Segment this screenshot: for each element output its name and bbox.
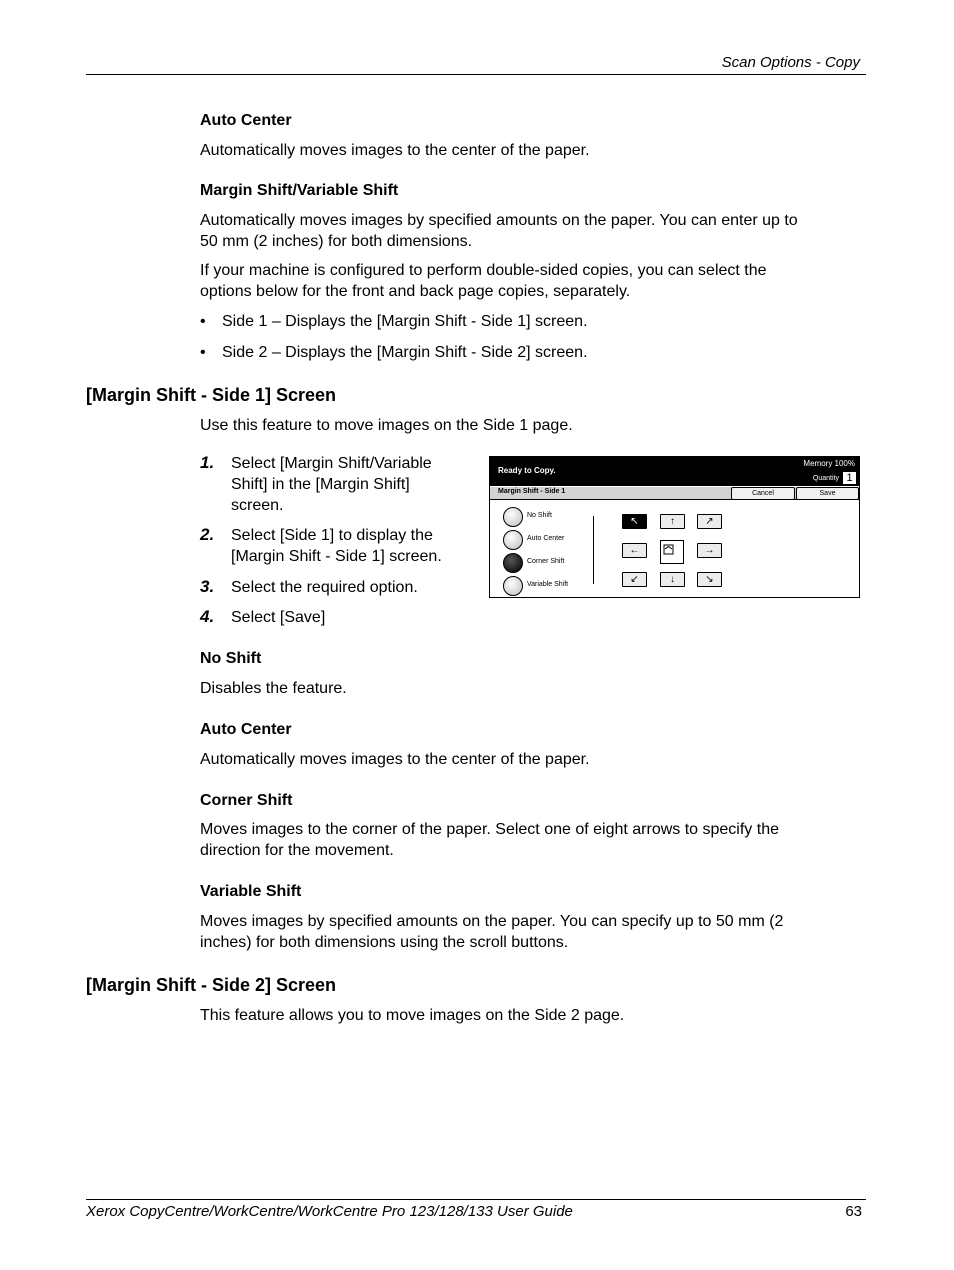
- text-line: If your machine is configured to perform double-sided copies, you can select the: [200, 262, 767, 279]
- step-item: [200, 453, 480, 517]
- memory-indicator: Memory 100%: [803, 459, 855, 468]
- step-text: [231, 525, 442, 567]
- auto-center-body: Automatically moves images to the center of the paper.: [200, 751, 590, 768]
- variable-shift-body: [200, 911, 783, 953]
- divider: [593, 516, 594, 584]
- auto-center-heading: Auto Center: [200, 721, 292, 738]
- bullet-item: [200, 311, 800, 333]
- text-line: screen.: [231, 497, 284, 514]
- text-line: Select [Side 1] to display the: [231, 527, 433, 544]
- arrow-left-button[interactable]: ←: [622, 543, 647, 558]
- side2-heading: [Margin Shift - Side 2] Screen: [86, 975, 337, 995]
- step-number: 4.: [200, 607, 215, 626]
- section-title: Scan Options - Copy: [721, 54, 860, 71]
- variable-shift-radio[interactable]: [503, 576, 523, 596]
- no-shift-heading: No Shift: [200, 650, 262, 667]
- step-number: 3.: [200, 577, 215, 596]
- margin-variable-heading: Margin Shift/Variable Shift: [200, 182, 399, 199]
- cancel-button[interactable]: Cancel: [731, 487, 795, 500]
- step-item: [200, 577, 480, 599]
- step-number: 2.: [200, 525, 215, 544]
- auto-center-heading: Auto Center: [200, 112, 292, 129]
- corner-shift-radio[interactable]: [503, 553, 523, 573]
- save-button[interactable]: Save: [796, 487, 859, 500]
- text-line: options below for the front and back page copies, separately.: [200, 283, 631, 300]
- quantity-label: Quantity: [812, 475, 839, 482]
- bullet-text: Side 2 – Displays the [Margin Shift - Side 2] screen.: [222, 344, 588, 361]
- corner-shift-body: [200, 819, 779, 861]
- corner-shift-label: Corner Shift: [527, 558, 565, 565]
- auto-center-body: Automatically moves images to the center of the paper.: [200, 142, 590, 159]
- text-line: [Margin Shift - Side 1] screen.: [231, 548, 442, 565]
- margin-variable-body2: [200, 260, 767, 302]
- text-line: direction for the movement.: [200, 842, 394, 859]
- quantity-value: 1: [843, 472, 856, 484]
- variable-shift-label: Variable Shift: [527, 581, 569, 588]
- step-text: [231, 453, 432, 516]
- auto-center-label: Auto Center: [527, 535, 565, 542]
- text-line: Moves images to the corner of the paper. Select one of eight arrows to specify the: [200, 821, 779, 838]
- status-text: Ready to Copy.: [498, 466, 556, 475]
- arrow-down-right-button[interactable]: ↘: [697, 572, 722, 587]
- step-text: Select the required option.: [231, 579, 418, 596]
- page-center-icon: [660, 540, 684, 564]
- bullet-text: Side 1 – Displays the [Margin Shift - Side 1] screen.: [222, 313, 588, 330]
- screen-title: Margin Shift - Side 1: [498, 488, 566, 495]
- text-line: Select [Margin Shift/Variable: [231, 455, 432, 472]
- arrow-up-left-button[interactable]: ↖: [622, 514, 647, 529]
- text-line: Shift] in the [Margin Shift]: [231, 476, 410, 493]
- arrow-up-right-button[interactable]: ↗: [697, 514, 722, 529]
- arrow-up-button[interactable]: ↑: [660, 514, 685, 529]
- no-shift-body: Disables the feature.: [200, 680, 347, 697]
- auto-center-radio[interactable]: [503, 530, 523, 550]
- side1-heading: [Margin Shift - Side 1] Screen: [86, 385, 337, 405]
- margin-variable-body1: [200, 210, 798, 252]
- steps-list: [200, 453, 480, 633]
- text-line: Automatically moves images by specified amounts on the paper. You can enter up to: [200, 212, 798, 229]
- step-item: [200, 607, 480, 629]
- text-line: Moves images by specified amounts on the paper. You can specify up to 50 mm (2: [200, 913, 784, 930]
- page-footer: [86, 1199, 866, 1220]
- step-number: 1.: [200, 453, 215, 472]
- text-line: 50 mm (2 inches) for both dimensions.: [200, 233, 473, 250]
- arrow-right-button[interactable]: →: [697, 543, 722, 558]
- corner-shift-heading: Corner Shift: [200, 792, 293, 809]
- page-number: 63: [845, 1203, 862, 1220]
- side2-intro: This feature allows you to move images on the Side 2 page.: [200, 1007, 625, 1024]
- page-header: [86, 52, 866, 75]
- step-item: [200, 525, 480, 569]
- step-text: Select [Save]: [231, 609, 326, 626]
- side1-intro: Use this feature to move images on the Side 1 page.: [200, 417, 573, 434]
- text-line: inches) for both dimensions using the scroll buttons.: [200, 934, 569, 951]
- no-shift-radio[interactable]: [503, 507, 523, 527]
- arrow-down-button[interactable]: ↓: [660, 572, 685, 587]
- arrow-down-left-button[interactable]: ↙: [622, 572, 647, 587]
- margin-shift-screen: [489, 456, 860, 598]
- guide-title: Xerox CopyCentre/WorkCentre/WorkCentre Pro 123/128/133 User Guide: [86, 1203, 573, 1220]
- bullet-icon: •: [200, 344, 206, 361]
- status-bar: [490, 457, 859, 486]
- variable-shift-heading: Variable Shift: [200, 883, 302, 900]
- no-shift-label: No Shift: [527, 512, 552, 519]
- bullet-item: [200, 342, 800, 364]
- bullet-icon: •: [200, 313, 206, 330]
